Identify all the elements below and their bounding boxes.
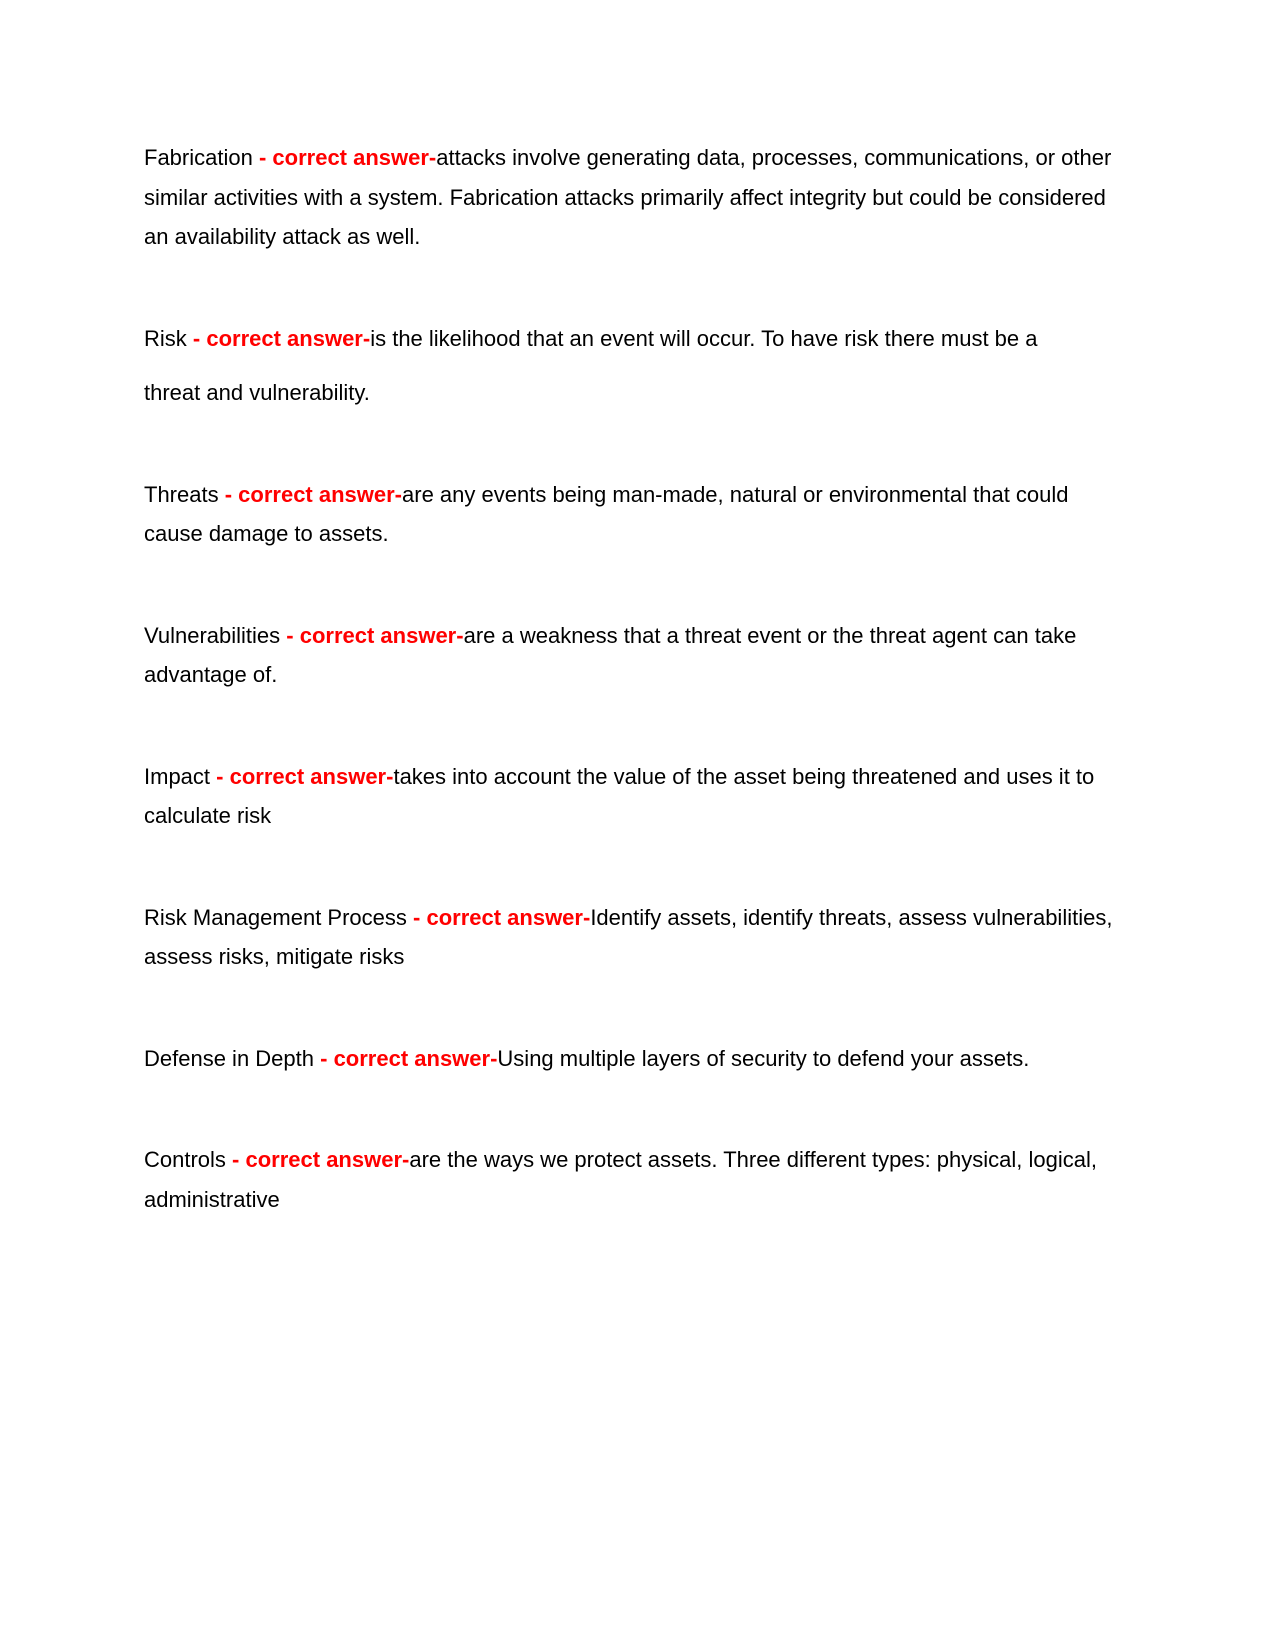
definition-text: attacks involve generating data, processes, communications, or other similar activities with a system. Fabrication attacks primarily affect integrity but could be considered an availability attack as well. (144, 145, 1112, 249)
term-text: Controls (144, 1147, 226, 1172)
definition-text: Using multiple layers of security to defend your assets. (497, 1045, 1030, 1071)
term-text: Fabrication (144, 145, 253, 170)
entry-paragraph-continuation (144, 373, 1131, 413)
definition-text: takes into account the value of the asset being threatened and uses it to calculate risk (144, 763, 1095, 828)
definition-text: Identify assets, identify threats, assess vulnerabilities, assess risks, mitigate risks (144, 904, 1113, 969)
entry-paragraph (144, 138, 1131, 257)
entry-impact (144, 757, 1131, 836)
entry-risk (144, 319, 1131, 413)
correct-answer-marker: - correct answer- (320, 1045, 498, 1071)
entry-paragraph (144, 319, 1131, 359)
correct-answer-marker: - correct answer- (216, 763, 394, 789)
entry-controls (144, 1140, 1131, 1219)
correct-answer-marker: - correct answer- (232, 1147, 410, 1172)
definition-text: are any events being man-made, natural or environmental that could cause damage to assets. (144, 481, 1069, 546)
entry-vulnerabilities (144, 616, 1131, 695)
term-text: Defense in Depth (144, 1045, 314, 1071)
entry-paragraph (144, 757, 1131, 836)
term-text: Risk Management Process (144, 904, 407, 930)
definition-text: are a weakness that a threat event or the threat agent can take advantage of. (144, 622, 1077, 687)
correct-answer-marker: - correct answer- (413, 904, 591, 930)
entry-paragraph (144, 1039, 1131, 1079)
definition-text: are the ways we protect assets. Three different types: physical, logical, administrative (144, 1147, 1097, 1212)
entry-fabrication (144, 138, 1131, 257)
correct-answer-marker: - correct answer- (258, 145, 437, 170)
entry-defense-in-depth (144, 1039, 1131, 1079)
term-text: Threats (144, 481, 219, 507)
entry-paragraph (144, 616, 1131, 695)
definition-continuation-text: threat and vulnerability. (144, 380, 370, 405)
term-text: Vulnerabilities (144, 622, 281, 648)
term-text: Impact (144, 763, 211, 789)
entry-paragraph (144, 475, 1131, 554)
term-text: Risk (144, 325, 187, 351)
correct-answer-marker: - correct answer- (192, 325, 371, 351)
definition-text: is the likelihood that an event will occur. To have risk there must be a (370, 325, 1038, 351)
correct-answer-marker: - correct answer- (286, 622, 464, 648)
entry-risk-management-process (144, 898, 1131, 977)
entry-paragraph (144, 898, 1131, 977)
correct-answer-marker: - correct answer- (224, 481, 403, 507)
entry-threats (144, 475, 1131, 554)
entry-paragraph (144, 1140, 1131, 1219)
